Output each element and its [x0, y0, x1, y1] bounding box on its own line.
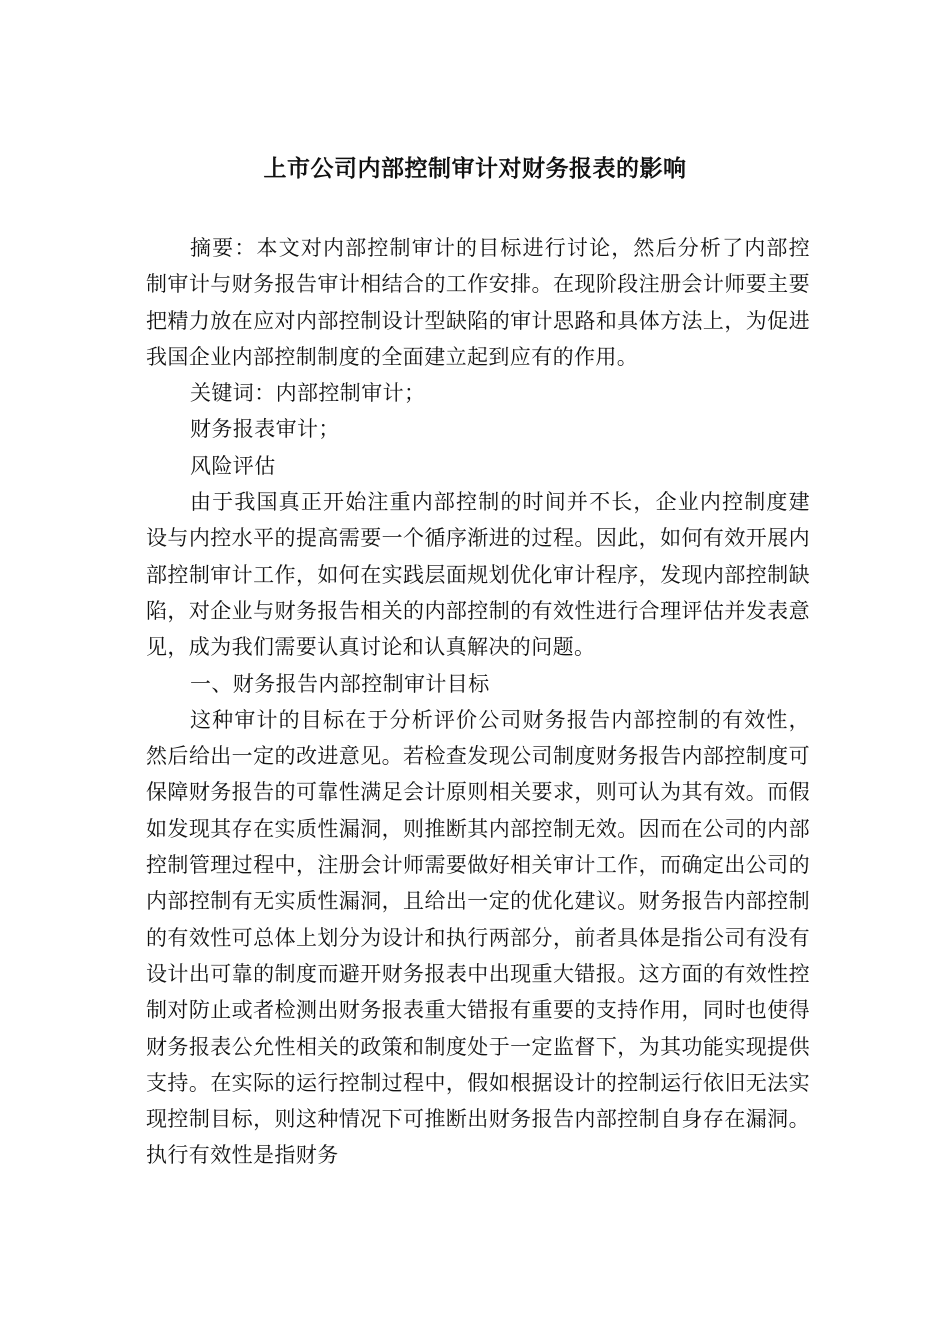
keywords-line: 关键词：内部控制审计；: [190, 381, 426, 406]
keyword-item: 财务报表审计；: [190, 417, 340, 442]
abstract-paragraph: 摘要：本文对内部控制审计的目标进行讨论，然后分析了内部控制审计与财务报告审计相结合的工作安排。在现阶段注册会计师要主要把精力放在应对内部控制设计型缺陷的审计思路和具体方法上，为促进我国企业内部控制制度的全面建立起到应有的作用。: [146, 236, 810, 369]
section-paragraph: 这种审计的目标在于分析评价公司财务报告内部控制的有效性，然后给出一定的改进意见。若检查发现公司制度财务报告内部控制度可保障财务报告的可靠性满足会计原则相关要求，则可认为其有效。而假如发现其存在实质性漏洞，则推断其内部控制无效。因而在公司的内部控制管理过程中，注册会计师需要做好相关审计工作，而确定出公司的内部控制有无实质性漏洞，且给出一定的优化建议。财务报告内部控制的有效性可总体上划分为设计和执行两部分，前者具体是指公司有没有设计出可靠的制度而避开财务报表中出现重大错报。这方面的有效性控制对防止或者检测出财务报表重大错报有重要的支持作用，同时也使得财务报表公允性相关的政策和制度处于一定监督下，为其功能实现提供支持。在实际的运行控制过程中，假如根据设计的控制运行依旧无法实现控制目标，则这种情况下可推断出财务报告内部控制自身存在漏洞。执行有效性是指财务: [146, 707, 810, 1168]
section-heading: 一、财务报告内部控制审计目标: [190, 671, 490, 696]
intro-paragraph: 由于我国真正开始注重内部控制的时间并不长，企业内控制度建设与内控水平的提高需要一个循序渐进的过程。因此，如何有效开展内部控制审计工作，如何在实践层面规划优化审计程序，发现内部控制缺陷，对企业与财务报告相关的内部控制的有效性进行合理评估并发表意见，成为我们需要认真讨论和认真解决的问题。: [146, 490, 810, 660]
keyword-item: 风险评估: [190, 453, 276, 478]
document-body: [146, 230, 810, 1174]
document-title: 上市公司内部控制审计对财务报表的影响: [263, 156, 687, 182]
